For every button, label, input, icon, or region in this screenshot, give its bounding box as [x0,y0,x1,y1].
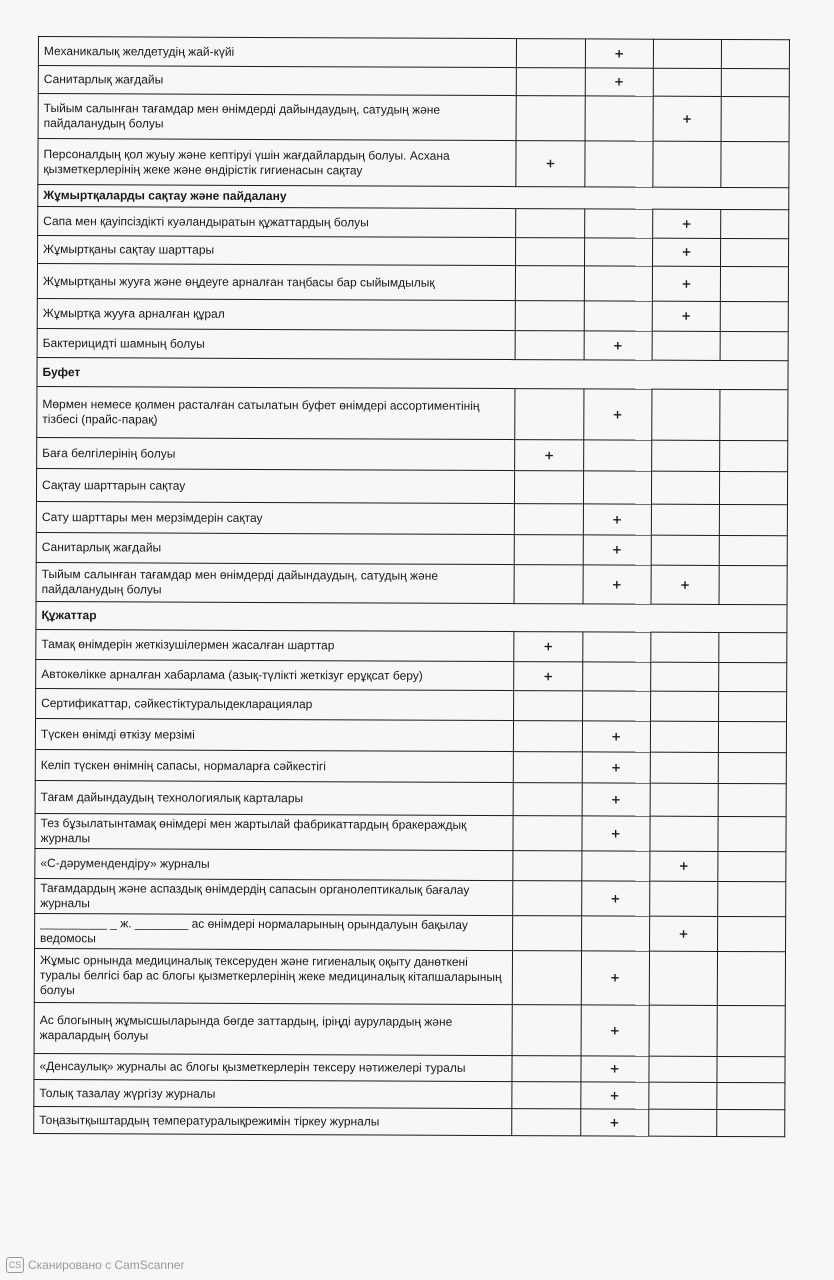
assessment-mark-cell-3: + [653,96,721,141]
criterion-cell: Сапа мен қауіпсіздікті куәландыратын құжаттардың болуы [38,207,516,238]
assessment-mark-cell-1 [513,951,581,1005]
assessment-mark-cell-1 [516,209,584,238]
assessment-mark-cell-1 [515,471,583,504]
assessment-mark-cell-2: + [581,881,649,916]
assessment-mark-cell-3 [649,1109,717,1136]
table-row [36,532,787,565]
camscanner-footer [6,1257,184,1273]
criterion-cell: «С-дәрумендендіру» журналы [35,848,513,880]
assessment-mark-cell-3 [651,471,719,504]
assessment-mark-cell-1: + [516,141,584,187]
assessment-mark-cell-4 [719,691,787,721]
assessment-mark-cell-4 [717,1056,785,1082]
table-row [38,139,789,188]
assessment-mark-cell-4 [718,721,786,752]
criterion-cell: __________ _ ж. ________ ас өнімдері нормаларының орындалуын бақылау ведомосы [35,913,513,950]
assessment-mark-cell-2: + [584,331,652,360]
criterion-cell: Санитарлық жағдайы [36,532,514,564]
assessment-mark-cell-2: + [580,1109,648,1136]
section-title: Буфет [37,357,788,389]
assessment-mark-cell-1: + [515,440,583,471]
criterion-cell: Тағамдардың және аспаздық өнімдердің сапасын органолептикалық бағалау журналы [35,878,513,915]
assessment-mark-cell-3 [652,389,720,440]
assessment-mark-cell-4 [720,266,788,301]
assessment-mark-cell-1 [516,301,584,331]
table-row [36,501,787,535]
table-row [38,207,789,239]
table-row [38,37,789,69]
assessment-mark-cell-4 [719,662,787,691]
criterion-cell: Тыйым салынған тағамдар мен өнімдерді дайындаудың, сатудың және пайдаланудың болуы [36,562,514,603]
table-row [35,848,786,881]
table-row [36,562,787,604]
table-row [35,878,786,916]
assessment-mark-cell-4 [720,301,788,331]
criterion-cell: Автокөлікке арналған хабарлама (азық-түлікті жеткізуг ерұқсат беру) [36,659,514,690]
assessment-mark-cell-2: + [585,39,653,68]
assessment-mark-cell-3: + [652,209,720,238]
assessment-mark-cell-4 [718,816,786,851]
section-header-row [37,357,788,389]
criterion-cell: Механикалық желдетудің жай-күйі [38,37,516,68]
section-header-row [38,185,789,210]
criterion-cell: «Денсаулық» журналы ас блогы қызметкерлерін тексеру нәтижелері туралы [34,1053,512,1081]
criterion-cell: Жұмыртқаны сақтау шарттары [38,236,516,266]
table-row [36,468,787,504]
assessment-mark-cell-4 [718,916,786,951]
assessment-mark-cell-1 [516,238,584,266]
criterion-cell: Толық тазалау жүргізу журналы [34,1079,512,1108]
assessment-mark-cell-4 [718,783,786,816]
assessment-mark-cell-1 [513,916,581,951]
assessment-mark-cell-1 [515,535,583,565]
table-row [35,780,786,816]
assessment-mark-cell-4 [718,752,786,783]
table-row [37,328,788,360]
assessment-mark-cell-3 [651,440,719,471]
assessment-mark-cell-1: + [514,632,582,662]
criterion-cell: Жұмыс орнында медициналық тексеруден және гигиеналық оқыту данөткені туралы белгісі бар ас блогы қызметкерлерінің жеке медициналық кітапшаларының болуы [34,948,513,1004]
table-row [34,948,785,1005]
criterion-cell: Тыйым салынған тағамдар мен өнімдерді дайындаудың, сатудың және пайдаланудың болуы [38,94,517,141]
assessment-mark-cell-1 [515,331,583,360]
assessment-mark-cell-1 [512,1005,580,1056]
assessment-mark-cell-2: + [583,535,651,565]
assessment-mark-cell-3 [650,752,718,783]
camscanner-text: Сканировано с CamScanner [28,1258,185,1272]
assessment-mark-cell-2 [582,662,650,691]
criterion-cell: Тез бұзылатынтамақ өнімдері мен жартылай фабрикаттардың бракераждық журналы [35,813,513,850]
assessment-mark-cell-2 [582,632,650,662]
assessment-mark-cell-2: + [583,565,651,604]
table-row [37,386,788,440]
assessment-mark-cell-2: + [582,721,650,752]
assessment-mark-cell-3 [649,1005,717,1056]
assessment-mark-cell-3 [650,662,718,691]
assessment-mark-cell-2: + [582,783,650,816]
assessment-mark-cell-1 [514,565,582,604]
assessment-mark-cell-4 [721,39,789,68]
table-row [34,1053,785,1082]
table-row [37,264,788,302]
assessment-mark-cell-1 [513,851,581,881]
table-row [37,298,788,331]
assessment-mark-cell-3 [650,721,718,752]
assessment-mark-cell-4 [719,504,787,535]
assessment-mark-cell-3 [649,1056,717,1082]
assessment-mark-cell-1 [513,783,581,816]
criterion-cell: Санитарлық жағдайы [38,66,516,96]
assessment-mark-cell-2 [584,141,652,187]
assessment-mark-cell-3 [651,535,719,565]
assessment-mark-cell-4 [721,238,789,266]
assessment-mark-cell-3 [649,881,717,916]
assessment-mark-cell-1 [515,504,583,535]
assessment-mark-cell-2 [584,238,652,266]
assessment-mark-cell-1 [513,881,581,916]
assessment-mark-cell-4 [718,851,786,881]
table-row [36,629,787,662]
inspection-checklist-table [33,36,790,1137]
table-row [36,659,787,691]
assessment-mark-cell-1 [516,96,584,141]
assessment-mark-cell-1 [516,266,584,301]
assessment-mark-cell-4 [721,209,789,238]
criterion-cell: Түскен өнімді өткізу мерзімі [35,718,513,751]
section-title: Құжаттар [36,601,787,632]
table-row [38,66,789,97]
assessment-mark-cell-2: + [583,389,651,440]
assessment-mark-cell-4 [719,632,787,662]
assessment-mark-cell-4 [719,565,787,604]
assessment-mark-cell-2 [582,691,650,721]
assessment-mark-cell-3: + [651,565,719,604]
section-title: Жұмыртқаларды сақтау және пайдалану [38,185,789,210]
assessment-mark-cell-1 [515,389,583,440]
assessment-mark-cell-4 [717,1005,785,1056]
criterion-cell: Бактерицидті шамның болуы [37,328,515,359]
criterion-cell: Мөрмен немесе қолмен расталған сатылатын буфет өнімдері ассортиментінің тізбесі (прайс-парақ) [37,386,516,439]
assessment-mark-cell-2: + [581,1056,649,1082]
criterion-cell: Сақтау шарттарын сақтау [36,468,514,503]
assessment-mark-cell-4 [717,1082,785,1109]
table-row [34,1002,785,1056]
table-row [38,94,789,142]
criterion-cell: Тоңазытқыштардың температуралықрежимін тіркеу журналы [34,1106,512,1135]
table-row [35,749,786,783]
assessment-mark-cell-2 [585,96,653,141]
assessment-mark-cell-2: + [582,752,650,783]
table-row [35,913,786,951]
assessment-mark-cell-3 [653,39,721,68]
assessment-mark-cell-1 [513,816,581,851]
assessment-mark-cell-1 [514,752,582,783]
assessment-mark-cell-2: + [580,1082,648,1109]
assessment-mark-cell-3 [650,816,718,851]
assessment-mark-cell-3: + [652,301,720,331]
camscanner-logo-icon: CS [6,1257,24,1273]
criterion-cell: Жұмыртқа жууға арналған құрал [37,298,515,330]
assessment-mark-cell-1 [514,691,582,721]
assessment-mark-cell-2: + [581,951,649,1005]
table-row [34,1079,785,1109]
assessment-mark-cell-4 [721,68,789,96]
assessment-mark-cell-4 [717,1109,785,1136]
assessment-mark-cell-3 [649,1082,717,1109]
assessment-mark-cell-4 [720,331,788,360]
assessment-mark-cell-3 [652,331,720,360]
assessment-mark-cell-4 [719,535,787,565]
assessment-mark-cell-4 [720,471,788,504]
assessment-mark-cell-1 [517,68,585,96]
assessment-mark-cell-1 [512,1082,580,1109]
assessment-mark-cell-2 [581,916,649,951]
assessment-mark-cell-1 [514,721,582,752]
assessment-mark-cell-3: + [649,916,717,951]
assessment-mark-cell-2 [583,471,651,504]
criterion-cell: Персоналдың қол жуыу және кептіруі үшін жағдайлардың болуы. Асхана қызметкерлерінің жеке және өндірістік гигиенасын сақтау [38,139,517,187]
criterion-cell: Жұмыртқаны жууға және өңдеуге арналған таңбасы бар сыйымдылық [37,264,515,301]
assessment-mark-cell-2: + [585,68,653,96]
assessment-mark-cell-3: + [652,266,720,301]
assessment-mark-cell-3 [649,951,717,1005]
assessment-mark-cell-4 [718,881,786,916]
table-row [35,813,786,851]
assessment-mark-cell-2 [581,851,649,881]
assessment-mark-cell-2 [584,209,652,238]
assessment-mark-cell-3: + [652,238,720,266]
assessment-mark-cell-4 [720,440,788,471]
assessment-mark-cell-4 [717,951,785,1005]
table-row [34,1106,785,1136]
table-row [37,437,788,471]
assessment-mark-cell-2 [583,440,651,471]
assessment-mark-cell-1 [512,1056,580,1082]
assessment-mark-cell-3 [650,691,718,721]
criterion-cell: Келіп түскен өнімнің сапасы, нормаларға сәйкестігі [35,749,513,782]
assessment-mark-cell-2: + [583,504,651,535]
assessment-mark-cell-3 [653,68,721,96]
section-header-row [36,601,787,632]
assessment-mark-cell-3 [653,141,721,187]
assessment-mark-cell-1: + [514,662,582,691]
criterion-cell: Ас блогының жұмысшыларында бөгде заттардың, іріңді аурулардың және жаралардың болуы [34,1002,513,1055]
assessment-mark-cell-3 [651,504,719,535]
criterion-cell: Тағам дайындаудың технологиялық карталары [35,780,513,815]
assessment-mark-cell-3: + [650,851,718,881]
assessment-mark-cell-4 [720,389,788,440]
table-row [38,236,789,267]
assessment-mark-cell-4 [721,141,789,187]
criterion-cell: Сату шарттары мен мерзімдерін сақтау [36,501,514,534]
assessment-mark-cell-2 [584,266,652,301]
assessment-mark-cell-2: + [582,816,650,851]
table-row [35,718,786,752]
assessment-mark-cell-2: + [581,1005,649,1056]
assessment-mark-cell-3 [650,783,718,816]
table-row [36,688,787,721]
assessment-mark-cell-4 [721,96,789,141]
assessment-mark-cell-3 [651,632,719,662]
assessment-mark-cell-1 [517,39,585,68]
assessment-mark-cell-2 [584,301,652,331]
assessment-mark-cell-1 [512,1109,580,1136]
criterion-cell: Баға белгілерінің болуы [37,437,515,470]
criterion-cell: Сертификаттар, сәйкестіктуралыдекларациялар [36,688,514,720]
criterion-cell: Тамақ өнімдерін жеткізушілермен жасалған шарттар [36,629,514,661]
